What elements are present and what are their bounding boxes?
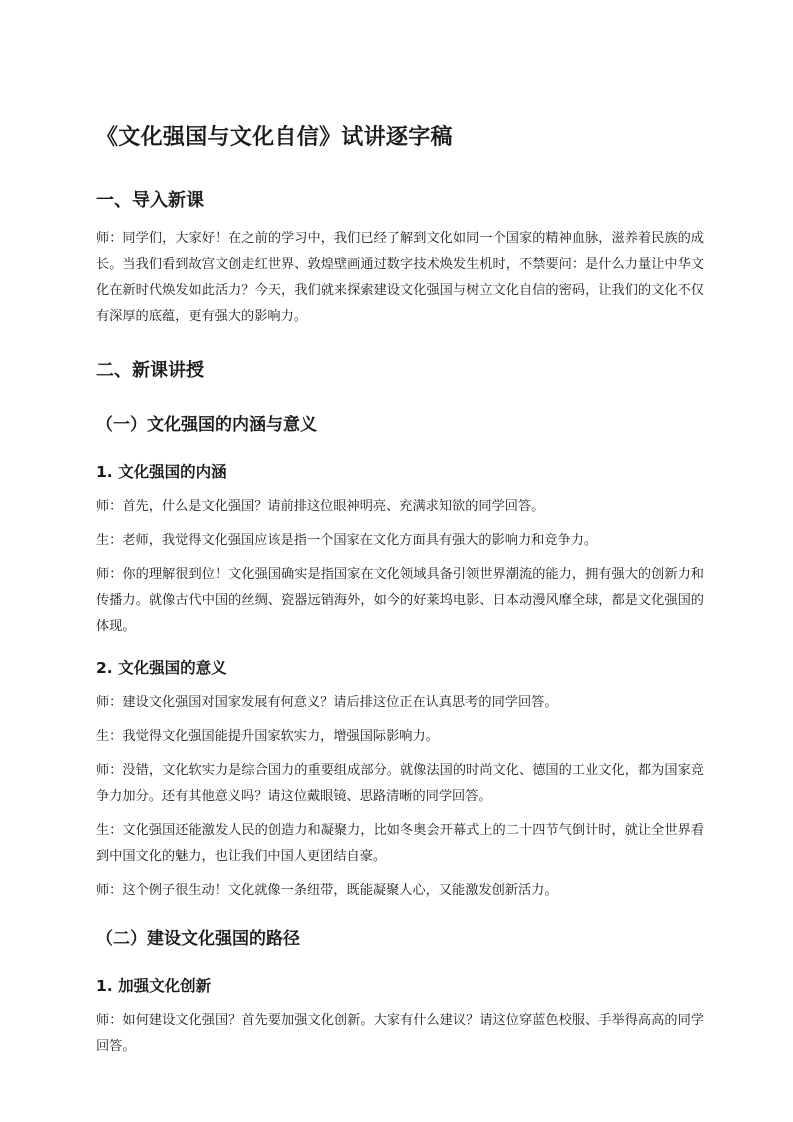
dialogue-paragraph: 师：首先，什么是文化强国？请前排这位眼神明亮、充满求知欲的同学回答。 — [96, 499, 545, 514]
intro-paragraph: 师：同学们，大家好！在之前的学习中，我们已经了解到文化如同一个国家的精神血脉，滋养着民族的成长。当我们看到故宫文创走红世界、敦煌壁画通过数字技术焕发生机时，不禁要问：是什么力量让中华文化在新时代焕发如此活力？今天，我们就来探索建设文化强国与树立文化自信的密码，让我们的文化不仅有深厚的底蕴，更有强大的影响力。 — [96, 231, 704, 324]
dialogue-paragraph: 生：我觉得文化强国能提升国家软实力，增强国际影响力。 — [96, 729, 439, 744]
section-heading-intro: 一、导入新课 — [96, 190, 204, 211]
document-page — [96, 118, 704, 1060]
dialogue-paragraph: 师：你的理解很到位！文化强国确实是指国家在文化领域具备引领世界潮流的能力，拥有强大的创新力和传播力。就像古代中国的丝绸、瓷器远销海外，如今的好莱坞电影、日本动漫风靡全球，都是文化强国的体现。 — [96, 567, 704, 634]
document-title: 《文化强国与文化自信》试讲逐字稿 — [96, 125, 453, 150]
subsection-heading-meaning: （一）文化强国的内涵与意义 — [96, 415, 317, 435]
topic-heading-innovation: 1. 加强文化创新 — [96, 977, 212, 995]
section-heading-lecture: 二、新课讲授 — [96, 360, 204, 381]
dialogue-paragraph: 师：如何建设文化强国？首先要加强文化创新。大家有什么建议？请这位穿蓝色校服、手举得高高的同学回答。 — [96, 1013, 704, 1054]
dialogue-paragraph: 师：建设文化强国对国家发展有何意义？请后排这位正在认真思考的同学回答。 — [96, 695, 558, 710]
dialogue-paragraph: 师：这个例子很生动！文化就像一条纽带，既能凝聚人心，又能激发创新活力。 — [96, 883, 558, 898]
subsection-heading-path: （二）建设文化强国的路径 — [96, 929, 300, 949]
topic-heading-connotation: 1. 文化强国的内涵 — [96, 463, 227, 481]
dialogue-paragraph: 师：没错，文化软实力是综合国力的重要组成部分。就像法国的时尚文化、德国的工业文化，都为国家竞争力加分。还有其他意义吗？请这位戴眼镜、思路清晰的同学回答。 — [96, 763, 704, 804]
dialogue-paragraph: 生：文化强国还能激发人民的创造力和凝聚力，比如冬奥会开幕式上的二十四节气倒计时，就让全世界看到中国文化的魅力，也让我们中国人更团结自豪。 — [96, 823, 704, 864]
topic-heading-significance: 2. 文化强国的意义 — [96, 659, 227, 677]
dialogue-paragraph: 生：老师，我觉得文化强国应该是指一个国家在文化方面具有强大的影响力和竞争力。 — [96, 533, 598, 548]
